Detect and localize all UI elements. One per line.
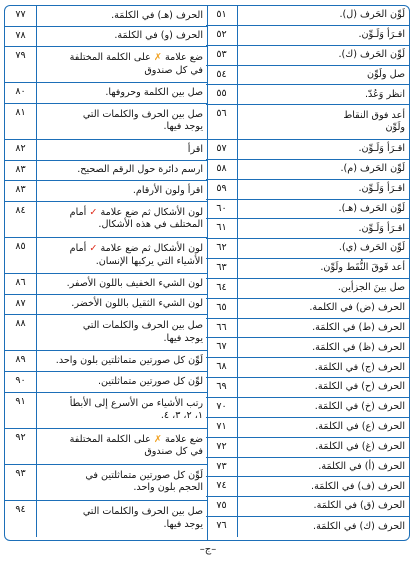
activity-title bbox=[41, 6, 203, 26]
page-ref-number: ٧١ bbox=[206, 418, 238, 437]
activity-title-line: صل بين الكلمة وحروفها. bbox=[105, 86, 203, 98]
activity-title bbox=[242, 140, 405, 159]
page-ref-number: ٧٦ bbox=[206, 517, 238, 537]
activity-title bbox=[242, 517, 405, 537]
activity-title-line: ١، ٢، ٣، ٤. bbox=[160, 410, 203, 422]
activity-title bbox=[242, 279, 405, 298]
activity-title bbox=[242, 46, 405, 65]
toc-row bbox=[5, 429, 207, 465]
page-ref-number: ٩٢ bbox=[5, 429, 37, 464]
activity-title-line: ولَوِّن bbox=[385, 122, 405, 134]
toc-row bbox=[206, 219, 409, 239]
toc-row bbox=[206, 140, 409, 160]
activity-title-line: الحرف (أ) في الكلمَة. bbox=[318, 460, 405, 472]
activity-title-line: لَوِّن كل صورتين متماثلتين بلون واحد. bbox=[55, 354, 203, 366]
activity-title-line: اقـرَأ وَلَـوِّن. bbox=[358, 29, 405, 41]
toc-row bbox=[206, 299, 409, 319]
page-ref-number: ٦٦ bbox=[206, 319, 238, 338]
toc-row bbox=[5, 104, 207, 140]
page-ref-number: ٧٣ bbox=[206, 458, 238, 477]
page-number: –ج– bbox=[199, 544, 217, 555]
activity-title bbox=[242, 378, 405, 397]
activity-title bbox=[41, 202, 203, 237]
page-ref-number: ٨٣ bbox=[5, 161, 37, 181]
activity-title bbox=[242, 398, 405, 417]
toc-row bbox=[206, 6, 409, 26]
check-mark-icon: ✓ bbox=[89, 206, 98, 218]
page-ref-number: ٨٥ bbox=[5, 238, 37, 273]
toc-row bbox=[5, 501, 207, 537]
activity-title-line: لَوِّن الحَرف (ي). bbox=[338, 242, 405, 254]
toc-row bbox=[206, 458, 409, 478]
activity-title-line: ضع علامة ✗ على الكلمة المختلفة bbox=[69, 52, 203, 64]
activity-title-line: صل بين الحرف والكلمات التي bbox=[82, 108, 203, 120]
activity-title bbox=[41, 429, 203, 464]
activity-title-line: الحرف (ظ) في الكلمَة. bbox=[312, 341, 405, 353]
toc-row bbox=[206, 338, 409, 358]
check-mark-icon: ✓ bbox=[89, 243, 98, 255]
toc-row bbox=[206, 200, 409, 220]
toc-row bbox=[5, 181, 207, 202]
activity-title-line: الحرف (خ) في الكلمَة. bbox=[314, 401, 405, 413]
toc-row bbox=[5, 295, 207, 316]
activity-title-line: انظر وَعُدّ. bbox=[365, 88, 405, 100]
activity-title bbox=[242, 477, 405, 496]
activity-title-line: لون الأشكال ثم ضع علامة ✓ أمام bbox=[69, 243, 203, 255]
activity-title-line: أعد فَوقَ النُّقَط ولَوِّن. bbox=[320, 262, 405, 274]
activity-title-line: لَوِّن الحَرف (ك). bbox=[338, 48, 405, 60]
page-ref-number: ٥٦ bbox=[206, 105, 238, 139]
page-ref-number: ٨٣ bbox=[5, 181, 37, 201]
activity-title-line: صل بينَ الجزأين. bbox=[337, 282, 405, 294]
toc-row bbox=[5, 351, 207, 372]
contents-table bbox=[4, 5, 410, 541]
page-ref-number: ٥٨ bbox=[206, 160, 238, 179]
activity-title bbox=[41, 47, 203, 82]
x-mark-icon: ✗ bbox=[153, 52, 162, 64]
toc-row bbox=[5, 393, 207, 429]
activity-title-line: لون الشيء الثقيل باللون الأخضر. bbox=[71, 298, 203, 310]
activity-title-line: يوجد فيها. bbox=[163, 518, 203, 530]
activity-title-line: لَوِّن الحَرف (ل). bbox=[339, 9, 405, 21]
activity-title bbox=[242, 239, 405, 258]
activity-title bbox=[41, 393, 203, 428]
page-ref-number: ٦٠ bbox=[206, 200, 238, 219]
page-ref-number: ٧٢ bbox=[206, 438, 238, 457]
left-column bbox=[5, 6, 208, 540]
toc-row bbox=[206, 180, 409, 200]
page-ref-number: ٧٥ bbox=[206, 497, 238, 516]
activity-title-line: لَوِّن كل صورتين متماثلتين في bbox=[85, 469, 203, 481]
page-ref-number: ٥٤ bbox=[206, 66, 238, 85]
page-ref-number: ٨٧ bbox=[5, 295, 37, 315]
toc-row bbox=[5, 274, 207, 295]
page-ref-number: ٧٧ bbox=[5, 6, 37, 26]
x-mark-icon: ✗ bbox=[153, 433, 162, 445]
toc-row bbox=[206, 438, 409, 458]
activity-title bbox=[41, 351, 203, 371]
toc-row bbox=[206, 279, 409, 299]
activity-title-line: الحرف (ط) في الكلمَة. bbox=[312, 321, 405, 333]
toc-row bbox=[5, 202, 207, 238]
activity-title bbox=[41, 274, 203, 294]
activity-title bbox=[41, 238, 203, 273]
page-ref-number: ٧٠ bbox=[206, 398, 238, 417]
page-ref-number: ٥٧ bbox=[206, 140, 238, 159]
activity-title-line: يوجد فيها. bbox=[163, 121, 203, 133]
toc-row bbox=[206, 66, 409, 86]
activity-title bbox=[242, 259, 405, 278]
activity-title-line: المختلف في هذه الأشكال. bbox=[98, 219, 203, 231]
toc-row bbox=[206, 46, 409, 66]
activity-title bbox=[41, 501, 203, 537]
toc-row bbox=[206, 418, 409, 438]
page-ref-number: ٦٧ bbox=[206, 338, 238, 357]
activity-title-line: أعد فوق النقاط bbox=[343, 109, 405, 121]
activity-title-line: في كل صندوق bbox=[144, 446, 203, 458]
activity-title-line: صل بين الحرف والكلمات التي bbox=[82, 320, 203, 332]
page-ref-number: ٩٠ bbox=[5, 372, 37, 392]
activity-title bbox=[41, 181, 203, 201]
toc-row bbox=[5, 83, 207, 104]
activity-title bbox=[41, 372, 203, 392]
page-ref-number: ٥٩ bbox=[206, 180, 238, 199]
page-ref-number: ٩٤ bbox=[5, 501, 37, 537]
toc-row bbox=[5, 372, 207, 393]
page-ref-number: ٨٤ bbox=[5, 202, 37, 237]
activity-title bbox=[242, 338, 405, 357]
activity-title-line: في كل صندوق bbox=[144, 64, 203, 76]
activity-title-line: الأشياء التي يركبها الإنسان. bbox=[95, 255, 203, 267]
activity-title bbox=[41, 83, 203, 103]
toc-row bbox=[5, 315, 207, 351]
page-ref-number: ٨٦ bbox=[5, 274, 37, 294]
page-ref-number: ٨٩ bbox=[5, 351, 37, 371]
activity-title bbox=[242, 358, 405, 377]
page-ref-number: ٨٠ bbox=[5, 83, 37, 103]
activity-title-line: الحرف (ج) في الكلمَة. bbox=[314, 361, 405, 373]
page-ref-number: ٥٥ bbox=[206, 85, 238, 104]
activity-title bbox=[41, 140, 203, 160]
page-ref-number: ٦٩ bbox=[206, 378, 238, 397]
activity-title bbox=[41, 161, 203, 181]
toc-row bbox=[5, 6, 207, 27]
activity-title bbox=[242, 319, 405, 338]
toc-row bbox=[5, 140, 207, 161]
activity-title bbox=[242, 418, 405, 437]
toc-row bbox=[206, 477, 409, 497]
activity-title bbox=[242, 458, 405, 477]
activity-title-line: اقـرَأ وَلَـوِّن. bbox=[358, 222, 405, 234]
toc-row bbox=[5, 465, 207, 501]
toc-row bbox=[206, 160, 409, 180]
activity-title bbox=[242, 85, 405, 104]
toc-row bbox=[206, 319, 409, 339]
right-column bbox=[206, 6, 409, 540]
page-ref-number: ٥١ bbox=[206, 6, 238, 25]
toc-row bbox=[206, 398, 409, 418]
activity-title bbox=[242, 497, 405, 516]
activity-title-line: الحجم بلون واحد. bbox=[133, 482, 203, 494]
activity-title bbox=[41, 315, 203, 350]
toc-row bbox=[5, 27, 207, 48]
toc-row bbox=[206, 259, 409, 279]
activity-title-line: يوجد فيها. bbox=[163, 332, 203, 344]
page-ref-number: ٧٤ bbox=[206, 477, 238, 496]
activity-title-line: الحرف (هـ) في الكلمَة. bbox=[111, 9, 203, 21]
activity-title bbox=[242, 26, 405, 45]
page-ref-number: ٦٨ bbox=[206, 358, 238, 377]
activity-title bbox=[242, 66, 405, 85]
toc-row bbox=[5, 47, 207, 83]
activity-title-line: ضع علامة ✗ على الكلمة المختلفة bbox=[69, 433, 203, 445]
page-ref-number: ٨٨ bbox=[5, 315, 37, 350]
activity-title-line: الحرف (ض) في الكلمة. bbox=[309, 301, 405, 313]
activity-title-line: الحرف (ح) في الكلمَة. bbox=[314, 381, 405, 393]
activity-title-line: الحرف (و) في الكلمَة. bbox=[114, 30, 203, 42]
toc-row bbox=[5, 238, 207, 274]
activity-title-line: لَوِّن الحَرف (هـ). bbox=[338, 202, 405, 214]
toc-row bbox=[206, 378, 409, 398]
activity-title bbox=[242, 105, 405, 139]
activity-title-line: الحرف (ف) في الكلمَة. bbox=[311, 480, 405, 492]
activity-title-line: الحرف (ك) في الكلمَة. bbox=[313, 520, 405, 532]
page-ref-number: ٧٩ bbox=[5, 47, 37, 82]
toc-row bbox=[206, 497, 409, 517]
activity-title-line: اقرأ ولون الأرقام. bbox=[132, 184, 203, 196]
activity-title-line: اقـرَأ وَلَـوِّن. bbox=[358, 143, 405, 155]
page-ref-number: ٩٣ bbox=[5, 465, 37, 500]
toc-row bbox=[206, 239, 409, 259]
activity-title bbox=[242, 438, 405, 457]
activity-title bbox=[242, 219, 405, 238]
activity-title-line: اقرأ bbox=[187, 143, 203, 155]
activity-title bbox=[242, 160, 405, 179]
page-ref-number: ٥٣ bbox=[206, 46, 238, 65]
activity-title-line: الحرف (ع) في الكلمَة. bbox=[315, 421, 405, 433]
activity-title bbox=[41, 27, 203, 47]
page-ref-number: ٥٢ bbox=[206, 26, 238, 45]
activity-title-line: اقـرَأ وَلَـوِّن. bbox=[358, 182, 405, 194]
activity-title bbox=[242, 180, 405, 199]
activity-title-line: ارسم دائرة حول الرقم الصحيح. bbox=[77, 164, 203, 176]
activity-title-line: لوِّن كل صورتين متماثلتين. bbox=[97, 375, 203, 387]
activity-title bbox=[41, 104, 203, 139]
toc-row bbox=[5, 161, 207, 182]
page-ref-number: ٩١ bbox=[5, 393, 37, 428]
toc-row bbox=[206, 85, 409, 105]
page-ref-number: ٧٨ bbox=[5, 27, 37, 47]
activity-title-line: صل ولَوِّن bbox=[366, 68, 405, 80]
activity-title-line: الحرف (غ) في الكلمَة. bbox=[315, 440, 405, 452]
toc-row bbox=[206, 358, 409, 378]
toc-row bbox=[206, 26, 409, 46]
activity-title bbox=[41, 295, 203, 315]
page-ref-number: ٦٥ bbox=[206, 299, 238, 318]
page-ref-number: ٨١ bbox=[5, 104, 37, 139]
activity-title bbox=[41, 465, 203, 500]
toc-row bbox=[206, 517, 409, 537]
page-ref-number: ٦٢ bbox=[206, 239, 238, 258]
activity-title-line: صل بين الحرف والكلمات التي bbox=[82, 506, 203, 518]
page-ref-number: ٦١ bbox=[206, 219, 238, 238]
activity-title bbox=[242, 200, 405, 219]
activity-title bbox=[242, 299, 405, 318]
toc-row bbox=[206, 105, 409, 140]
activity-title-line: رتب الأشياء من الأسرع إلى الأبطأ bbox=[69, 397, 203, 409]
activity-title bbox=[242, 6, 405, 25]
activity-title-line: لون الشيء الخفيف باللون الأصفر. bbox=[66, 277, 203, 289]
page-ref-number: ٨٢ bbox=[5, 140, 37, 160]
activity-title-line: الحرف (ق) في الكلمَة. bbox=[313, 500, 405, 512]
page-ref-number: ٦٤ bbox=[206, 279, 238, 298]
activity-title-line: لون الأشكال ثم ضع علامة ✓ أمام bbox=[69, 206, 203, 218]
activity-title-line: لَوِّن الحَرف (م). bbox=[340, 163, 405, 174]
page-ref-number: ٦٣ bbox=[206, 259, 238, 278]
